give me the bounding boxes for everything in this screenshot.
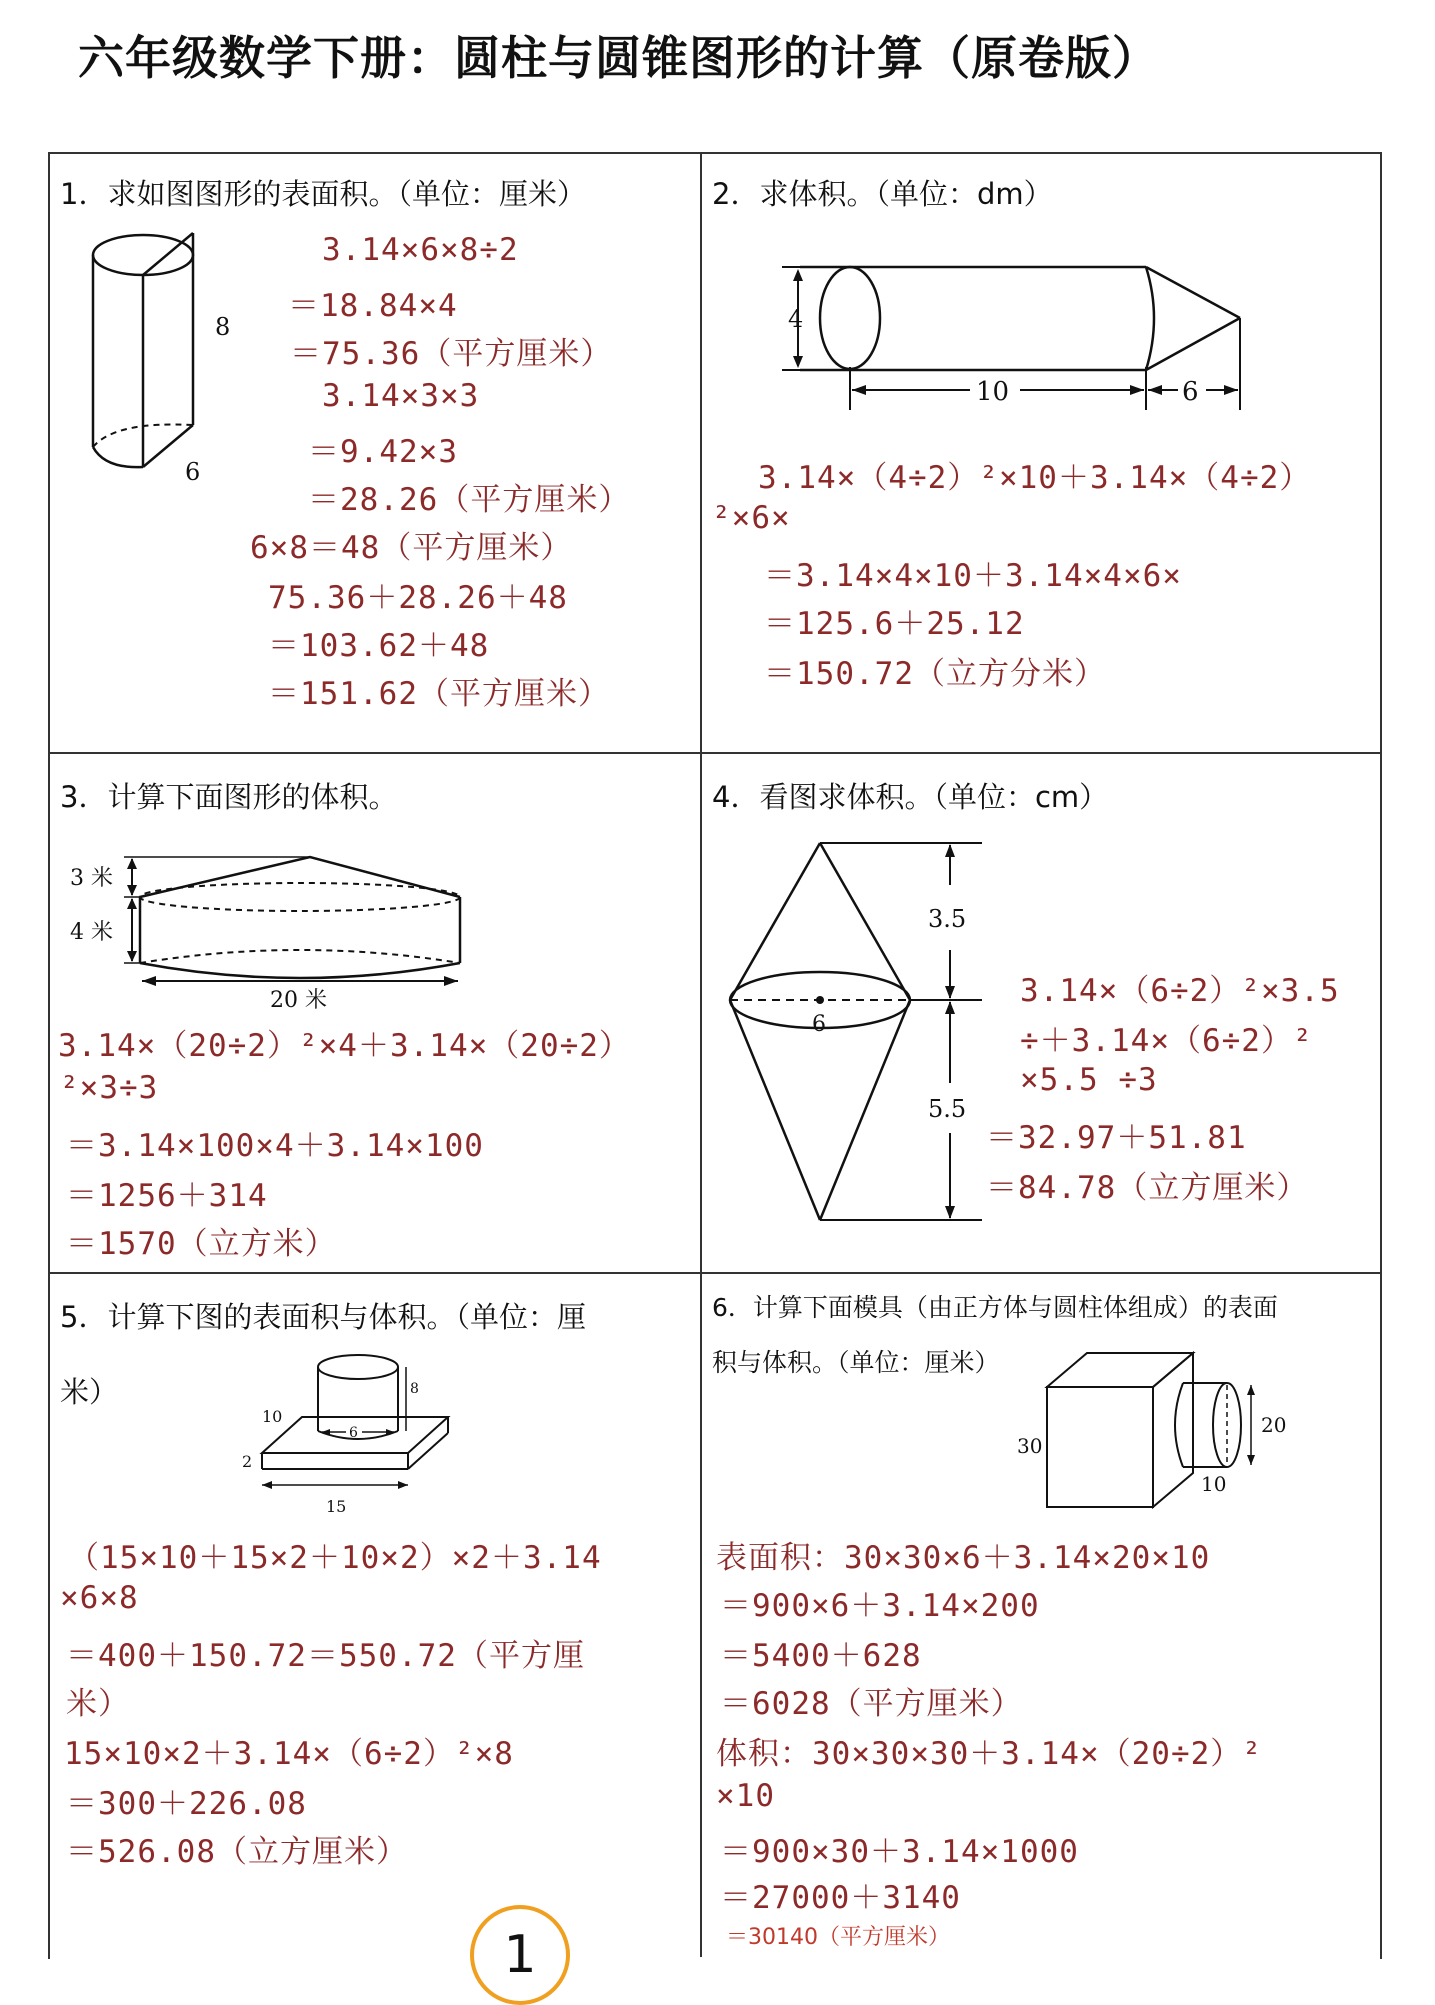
problem-5-prompt-line1: 5．计算下图的表面积与体积。（单位：厘 [60, 1300, 586, 1334]
solution-line: 15×10×2＋3.14×（6÷2）²×8 [64, 1736, 514, 1772]
problem-1-figure [85, 225, 245, 495]
solution-line: ＝84.78（立方厘米） [986, 1170, 1309, 1206]
problem-2-label-length: 10 [976, 377, 1010, 407]
row-divider-2 [48, 1272, 1382, 1274]
problem-1-label-height: 8 [215, 313, 231, 341]
problem-6-prompt-line2: 积与体积。（单位：厘米） [712, 1348, 1000, 1377]
page-title: 六年级数学下册：圆柱与圆锥图形的计算（原卷版） [78, 31, 1159, 85]
solution-line: ＝75.36（平方厘米） [290, 336, 613, 372]
solution-line: ＝103.62＋48 [268, 628, 490, 664]
solution-line: 3.14×3×3 [322, 378, 480, 414]
solution-line: ＝1256＋314 [66, 1178, 268, 1214]
footer-answer: ＝30140（平方厘米） [726, 1925, 950, 1950]
problem-5-prompt-line2: 米） [60, 1375, 119, 1409]
problem-5-figure [240, 1345, 460, 1520]
problem-5-label-length: 15 [326, 1497, 347, 1516]
column-divider [700, 152, 702, 1957]
solution-line: ＝900×30＋3.14×1000 [720, 1834, 1079, 1870]
problem-5-label-thickness: 2 [242, 1452, 253, 1471]
problem-3-label-cylinder-height: 4 米 [70, 920, 113, 945]
solution-line: ÷＋3.14×（6÷2）² [1020, 1023, 1313, 1059]
problem-6-figure [1015, 1345, 1295, 1515]
solution-line: ＝151.62（平方厘米） [268, 676, 610, 712]
solution-line: ＝32.97＋51.81 [986, 1120, 1247, 1156]
problem-3-prompt: 3．计算下面图形的体积。 [60, 780, 398, 814]
solution-line: ²×6× [712, 500, 791, 536]
problem-2-prompt: 2．求体积。（单位：dm） [712, 177, 1053, 211]
solution-line: ＝27000＋3140 [720, 1880, 961, 1916]
problem-3-label-cone-height: 3 米 [70, 866, 113, 891]
problem-5-label-cylinder-height: 8 [410, 1381, 419, 1397]
row-divider-1 [48, 752, 1382, 754]
problem-4-prompt: 4．看图求体积。（单位：cm） [712, 780, 1109, 814]
solution-line: ＝9.42×3 [308, 434, 458, 470]
solution-line: 6×8＝48（平方厘米） [250, 530, 573, 566]
problem-6-label-cylinder-diameter: 20 [1261, 1413, 1287, 1437]
solution-line: （15×10＋15×2＋10×2）×2＋3.14 [68, 1540, 602, 1576]
problem-4-label-bottom-height: 5.5 [928, 1095, 967, 1123]
solution-line: ＝28.26（平方厘米） [308, 482, 631, 518]
problem-6-label-cylinder-length: 10 [1201, 1472, 1227, 1496]
problem-4-label-diameter: 6 [812, 1012, 826, 1037]
solution-line: ＝526.08（立方厘米） [66, 1834, 408, 1870]
solution-line: 3.14×（4÷2）²×10＋3.14×（4÷2） [758, 460, 1312, 496]
problem-5-label-width: 10 [262, 1407, 283, 1426]
problem-5-label-cylinder-diameter: 6 [349, 1425, 358, 1441]
solution-line: ＝1570（立方米） [66, 1226, 337, 1262]
problem-1-label-diameter: 6 [185, 458, 201, 486]
problem-3-label-diameter: 20 米 [270, 988, 327, 1013]
problem-4-figure [720, 835, 990, 1225]
solution-line: 体积：30×30×30＋3.14×（20÷2）² [716, 1736, 1262, 1772]
solution-line: 米） [66, 1686, 130, 1722]
solution-line: ＝3.14×100×4＋3.14×100 [66, 1128, 484, 1164]
problem-2-label-diameter: 4 [788, 305, 804, 333]
solution-line: ×5.5 ÷3 [1020, 1062, 1158, 1098]
solution-line: ＝400＋150.72＝550.72（平方厘 [66, 1638, 585, 1674]
solution-line: 表面积：30×30×6＋3.14×20×10 [716, 1540, 1211, 1576]
solution-line: ＝300＋226.08 [66, 1786, 307, 1822]
solution-line: 75.36＋28.26＋48 [268, 580, 568, 616]
solution-line: 3.14×6×8÷2 [322, 232, 519, 268]
solution-line: 3.14×（6÷2）²×3.5 [1020, 973, 1340, 1009]
problem-2-figure [770, 255, 1250, 415]
problem-3-figure [60, 845, 480, 1015]
solution-line: 3.14×（20÷2）²×4＋3.14×（20÷2） [58, 1028, 631, 1064]
solution-line: ＝3.14×4×10＋3.14×4×6× [764, 558, 1182, 594]
solution-line: ＝900×6＋3.14×200 [720, 1588, 1040, 1624]
solution-line: ＝18.84×4 [288, 288, 458, 324]
page-number-badge: 1 [470, 1905, 570, 2005]
solution-line: ＝6028（平方厘米） [720, 1686, 1023, 1722]
problem-6-label-cube-side: 30 [1017, 1434, 1043, 1458]
problem-1-prompt: 1．求如图图形的表面积。（单位：厘米） [60, 177, 586, 211]
solution-line: ×10 [716, 1778, 775, 1814]
solution-line: ＝125.6＋25.12 [764, 606, 1025, 642]
solution-line: ²×3÷3 [60, 1070, 159, 1106]
problem-4-label-top-height: 3.5 [928, 905, 967, 933]
problem-2-label-cone-height: 6 [1182, 377, 1199, 407]
solution-line: ＝150.72（立方分米） [764, 656, 1106, 692]
solution-line: ＝5400＋628 [720, 1638, 922, 1674]
problem-6-prompt-line1: 6．计算下面模具（由正方体与圆柱体组成）的表面 [712, 1293, 1278, 1322]
solution-line: ×6×8 [60, 1580, 139, 1616]
